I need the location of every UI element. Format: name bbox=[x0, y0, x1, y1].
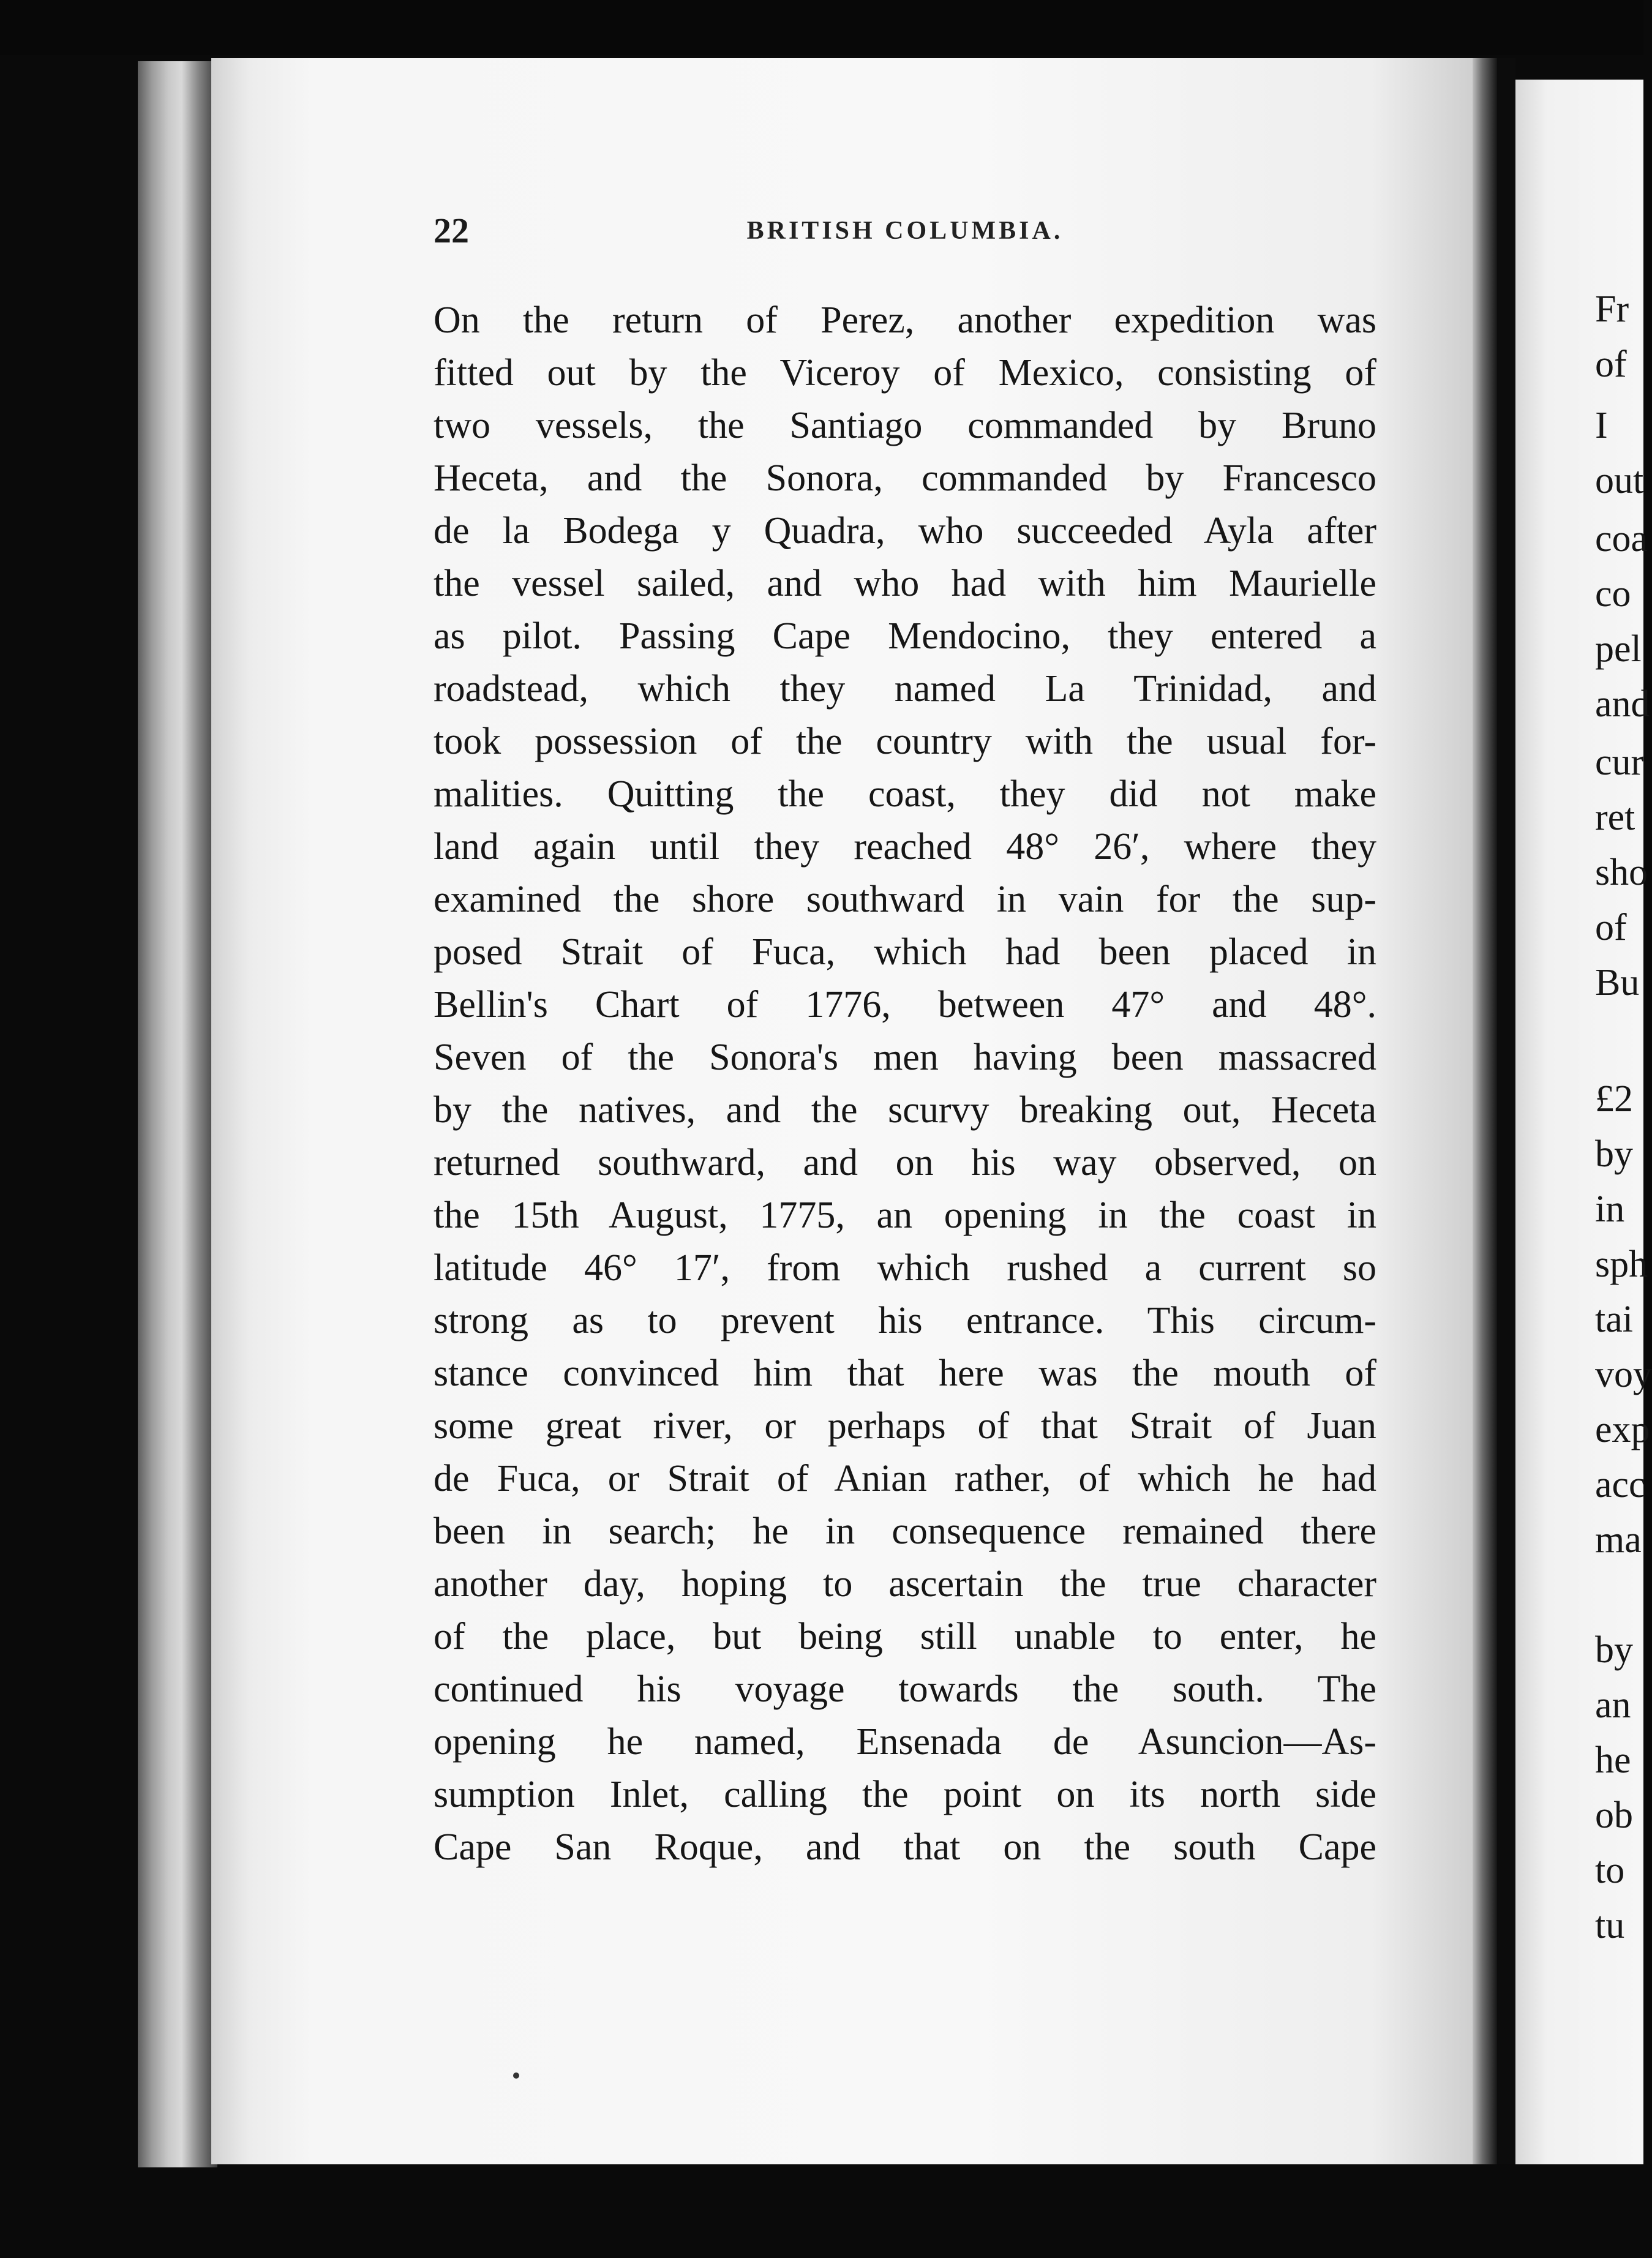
text-line: malities. Quitting the coast, they did not make bbox=[434, 773, 1376, 815]
text-line: of the place, but being still unable to enter, he bbox=[434, 1616, 1376, 1657]
text-line: the 15th August, 1775, an opening in the coast in bbox=[434, 1195, 1376, 1236]
text-line: the vessel sailed, and who had with him Maurielle bbox=[434, 563, 1376, 604]
facing-page-fragment: by bbox=[1595, 1133, 1633, 1175]
facing-page-fragment: and bbox=[1595, 683, 1650, 725]
facing-page-fragment: Fr bbox=[1595, 288, 1629, 330]
facing-page-fragment: ma bbox=[1595, 1519, 1642, 1561]
facing-page-fragment: ret bbox=[1595, 797, 1635, 838]
facing-page-fragment: in bbox=[1595, 1188, 1625, 1230]
text-line: some great river, or perhaps of that Strait of Juan bbox=[434, 1405, 1376, 1447]
ink-speck bbox=[513, 2072, 519, 2079]
facing-page-fragment: tu bbox=[1595, 1905, 1625, 1946]
text-line: sumption Inlet, calling the point on its north side bbox=[434, 1774, 1376, 1815]
facing-page-fragment: co bbox=[1595, 573, 1631, 615]
text-line: been in search; he in consequence remained there bbox=[434, 1510, 1376, 1552]
facing-page-fragment: voy bbox=[1595, 1354, 1652, 1395]
facing-page-fragment: I bbox=[1595, 405, 1608, 446]
facing-page-fragment: tai bbox=[1595, 1299, 1633, 1340]
gutter bbox=[1497, 58, 1515, 2164]
facing-page-fragment: acc bbox=[1595, 1464, 1646, 1506]
text-line: another day, hoping to ascertain the true character bbox=[434, 1563, 1376, 1605]
facing-page-fragment: of bbox=[1595, 343, 1627, 385]
facing-page-fragment: coa bbox=[1595, 518, 1648, 560]
text-line: Seven of the Sonora's men having been massacred bbox=[434, 1037, 1376, 1078]
text-line: latitude 46° 17′, from which rushed a current so bbox=[434, 1247, 1376, 1289]
running-head: BRITISH COLUMBIA. bbox=[746, 217, 1064, 245]
text-line: took possession of the country with the usual for- bbox=[434, 721, 1376, 762]
text-line: continued his voyage towards the south. The bbox=[434, 1668, 1376, 1710]
page-number: 22 bbox=[434, 211, 469, 250]
body-text bbox=[434, 294, 1376, 1874]
facing-page-fragment: £2 bbox=[1595, 1078, 1633, 1120]
text-line: roadstead, which they named La Trinidad, and bbox=[434, 668, 1376, 710]
text-line: On the return of Perez, another expedition was bbox=[434, 299, 1376, 341]
facing-page-fragment: Bu bbox=[1595, 962, 1640, 1003]
facing-page-fragment: cur bbox=[1595, 741, 1644, 783]
facing-page-fragment: exp bbox=[1595, 1409, 1650, 1450]
text-line: by the natives, and the scurvy breaking out, Heceta bbox=[434, 1089, 1376, 1131]
facing-page bbox=[1515, 80, 1652, 2164]
text-line: stance convinced him that here was the mouth of bbox=[434, 1352, 1376, 1394]
text-line: de la Bodega y Quadra, who succeeded Ayla after bbox=[434, 510, 1376, 552]
text-line: de Fuca, or Strait of Anian rather, of which he had bbox=[434, 1458, 1376, 1499]
text-line: examined the shore southward in vain for the sup- bbox=[434, 879, 1376, 920]
text-line: Heceta, and the Sonora, commanded by Francesco bbox=[434, 457, 1376, 499]
facing-page-fragment: by bbox=[1595, 1629, 1633, 1671]
facing-page-fragment: sph bbox=[1595, 1243, 1648, 1285]
book-binding bbox=[138, 61, 217, 2167]
facing-page-fragment: out bbox=[1595, 460, 1644, 501]
scan-border bbox=[0, 0, 1643, 55]
text-line: land again until they reached 48° 26′, where they bbox=[434, 826, 1376, 868]
facing-page-fragment: sho bbox=[1595, 852, 1648, 893]
text-line: Bellin's Chart of 1776, between 47° and 48°. bbox=[434, 984, 1376, 1026]
text-line: returned southward, and on his way observed, on bbox=[434, 1142, 1376, 1183]
text-line: posed Strait of Fuca, which had been placed in bbox=[434, 931, 1376, 973]
facing-page-fragment: ob bbox=[1595, 1795, 1633, 1836]
text-line: opening he named, Ensenada de Asuncion—As- bbox=[434, 1721, 1376, 1763]
facing-page-fragment: he bbox=[1595, 1739, 1631, 1781]
text-line: as pilot. Passing Cape Mendocino, they entered a bbox=[434, 615, 1376, 657]
text-line: fitted out by the Viceroy of Mexico, consisting of bbox=[434, 352, 1376, 394]
facing-page-fragment: pel bbox=[1595, 628, 1642, 670]
page-header bbox=[434, 210, 1376, 253]
text-line: strong as to prevent his entrance. This circum- bbox=[434, 1300, 1376, 1341]
text-line: Cape San Roque, and that on the south Cape bbox=[434, 1826, 1376, 1868]
text-line: two vessels, the Santiago commanded by Bruno bbox=[434, 405, 1376, 446]
facing-page-fragment: of bbox=[1595, 907, 1627, 948]
page-edge-shadow bbox=[1473, 58, 1497, 2164]
facing-page-fragment: an bbox=[1595, 1684, 1631, 1726]
facing-page-fragment: to bbox=[1595, 1850, 1625, 1891]
